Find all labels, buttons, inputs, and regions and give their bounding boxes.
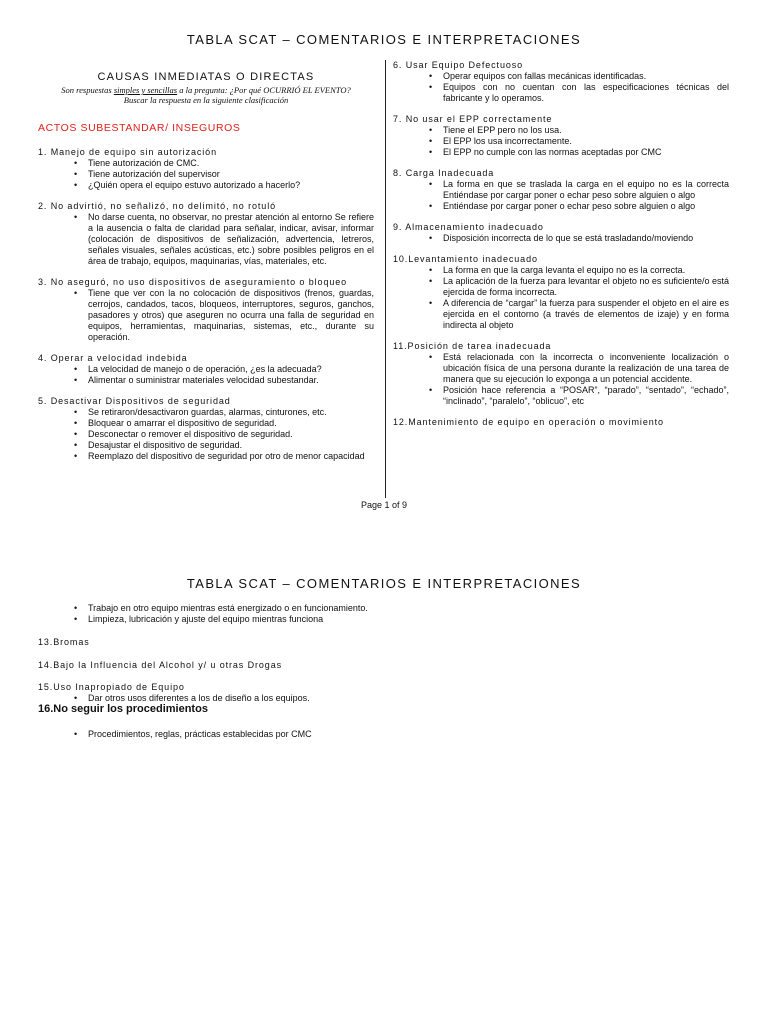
- item-heading: 5. Desactivar Dispositivos de seguridad: [38, 396, 231, 406]
- item-16-list: [38, 729, 398, 740]
- page-footer: Page 1 of 9: [360, 500, 408, 510]
- subtitle-post: a la pregunta: ¿Por qué OCURRIÓ EL EVENTO?: [177, 85, 351, 95]
- bullet-list: [38, 288, 374, 343]
- bullet-item: • Reemplazo del dispositivo de seguridad por otro de menor capacidad: [88, 451, 374, 462]
- list-item: [393, 222, 729, 244]
- list-item: [38, 147, 374, 191]
- item-heading: 3. No aseguró, no uso dispositivos de aseguramiento o bloqueo: [38, 277, 348, 287]
- bullet-item: • Tiene que ver con la no colocación de dispositivos (frenos, guardas, cerrojos, candados, tacos, bloqueos, interruptores, seguros, ganchos, pasadores y otros) que aseguren no ocurra una falla de seguridad en equipos, herramientas, maquinarias, sistemas, etc., durante su operación.: [88, 288, 374, 343]
- bullet-list: [38, 158, 374, 191]
- list-item: [393, 254, 729, 331]
- left-column: [38, 72, 374, 472]
- subtitle: [38, 85, 374, 105]
- item-heading: 11.Posición de tarea inadecuada: [393, 341, 552, 351]
- bullet-item: • Bloquear o amarrar el dispositivo de seguridad.: [88, 418, 374, 429]
- item-heading: 4. Operar a velocidad indebida: [38, 353, 188, 363]
- bullet-item: • La aplicación de la fuerza para levantar el objeto no es suficiente/o está ejercida de forma incorrecta.: [443, 276, 729, 298]
- item-13-heading: 13.Bromas: [38, 637, 90, 647]
- bullet-item: • Se retiraron/desactivaron guardas, alarmas, cinturones, etc.: [88, 407, 374, 418]
- list-item: [393, 60, 729, 104]
- page2-title: TABLA SCAT – COMENTARIOS E INTERPRETACIONES: [186, 576, 582, 591]
- bullet-list: [393, 265, 729, 331]
- bullet-item: • ¿Quién opera el equipo estuvo autorizado a hacerlo?: [88, 180, 374, 191]
- item-14-heading: 14.Bajo la Influencia del Alcohol y/ u otras Drogas: [38, 660, 283, 670]
- subtitle-underlined: simples y sencillas: [113, 85, 178, 95]
- bullet-item: • Tiene el EPP pero no los usa.: [443, 125, 729, 136]
- list-item: [393, 417, 729, 428]
- list-item: [38, 201, 374, 267]
- bullet-item: • Operar equipos con fallas mecánicas identificadas.: [443, 71, 729, 82]
- list-item: • Dar otros usos diferentes a los de diseño a los equipos.: [88, 693, 398, 704]
- item-heading: 6. Usar Equipo Defectuoso: [393, 60, 524, 70]
- list-item: [38, 353, 374, 386]
- bullet-list: [393, 179, 729, 212]
- bullet-item: • El EPP no cumple con las normas aceptadas por CMC: [443, 147, 729, 158]
- item-heading: 1. Manejo de equipo sin autorización: [38, 147, 217, 157]
- section-title: CAUSAS INMEDIATAS O DIRECTAS: [97, 71, 315, 83]
- item-15-heading: 15.Uso Inapropiado de Equipo: [38, 682, 185, 692]
- list-item: • Trabajo en otro equipo mientras está energizado o en funcionamiento.: [88, 603, 398, 614]
- list-item: • Limpieza, lubricación y ajuste del equipo mientras funciona: [88, 614, 398, 625]
- page-title: TABLA SCAT – COMENTARIOS E INTERPRETACIONES: [186, 32, 582, 47]
- bullet-item: • El EPP los usa incorrectamente.: [443, 136, 729, 147]
- item-heading: 8. Carga Inadecuada: [393, 168, 495, 178]
- bullet-item: • Disposición incorrecta de lo que se está trasladando/moviendo: [443, 233, 729, 244]
- bullet-item: • No darse cuenta, no observar, no prestar atención al entorno Se refiere a la ausencia o falta de claridad para señalar, indicar, avisar, informar (colocación de dispositivos de señalización, advertencia, letreros, señales visuales, señales acústicas, etc.) sobre posibles peligros en el área de trabajo, equipos, maquinarias, vías, materiales, etc.: [88, 212, 374, 267]
- bullet-list: [38, 212, 374, 267]
- bullet-item: • Alimentar o suministrar materiales velocidad subestandar.: [88, 375, 374, 386]
- bullet-item: • La velocidad de manejo o de operación, ¿es la adecuada?: [88, 364, 374, 375]
- bullet-item: • Desajustar el dispositivo de seguridad.: [88, 440, 374, 451]
- bullet-item: • Equipos con no cuentan con las especificaciones técnicas del fabricante y lo operamos.: [443, 82, 729, 104]
- item-heading: 12.Mantenimiento de equipo en operación o movimiento: [393, 417, 664, 427]
- item-heading: 10.Levantamiento inadecuado: [393, 254, 538, 264]
- bullet-list: [38, 364, 374, 386]
- list-item: • Procedimientos, reglas, prácticas establecidas por CMC: [88, 729, 398, 740]
- list-item: [38, 277, 374, 343]
- subtitle-pre: Son respuestas: [61, 85, 114, 95]
- bullet-item: • La forma en que la carga levanta el equipo no es la correcta.: [443, 265, 729, 276]
- bullet-list: [393, 125, 729, 158]
- list-item: [393, 168, 729, 212]
- bullet-item: • Tiene autorización de CMC.: [88, 158, 374, 169]
- subtitle-line2: Buscar la respuesta en la siguiente clasificación: [123, 95, 289, 105]
- list-item: [38, 396, 374, 462]
- bullet-item: • Tiene autorización del supervisor: [88, 169, 374, 180]
- right-column: [393, 60, 729, 438]
- bullet-item: • A diferencia de “cargar” la fuerza para suspender el objeto en el aire es ejercida en el contorno (a través de elementos de izaje) y en forma indirecta al objeto: [443, 298, 729, 331]
- item-heading: 7. No usar el EPP correctamente: [393, 114, 553, 124]
- bullet-item: • La forma en que se traslada la carga en el equipo no es la correcta Entiéndase por cargar poner o echar peso sobre alguien o algo: [443, 179, 729, 201]
- item-heading: 2. No advirtió, no señalizó, no delimitó, no rotuló: [38, 201, 277, 211]
- list-item: [393, 341, 729, 407]
- item-16-heading: 16.No seguir los procedimientos: [38, 703, 208, 715]
- list-item: [393, 114, 729, 158]
- item-heading: 9. Almacenamiento inadecuado: [393, 222, 544, 232]
- bullet-item: • Está relacionada con la incorrecta o inconveniente localización o ubicación física de una persona durante la realización de una tarea de manera que su ejecución lo exponga a un potencial accidente.: [443, 352, 729, 385]
- bullet-item: • Entiéndase por cargar poner o echar peso sobre alguien o algo: [443, 201, 729, 212]
- bullet-item: • Posición hace referencia a “POSAR”, “parado”, “sentado”, “echado”, “inclinado”, “paralelo”, “oblicuo”, etc: [443, 385, 729, 407]
- continued-list: [38, 603, 398, 625]
- left-items: [38, 147, 374, 462]
- right-items: [393, 60, 729, 428]
- bullet-list: [393, 352, 729, 407]
- column-divider: [385, 60, 386, 498]
- item-15-list: [38, 693, 398, 704]
- bullet-list: [393, 233, 729, 244]
- page2-content: [38, 603, 398, 740]
- bullet-list: [393, 71, 729, 104]
- bullet-item: • Desconectar o remover el dispositivo de seguridad.: [88, 429, 374, 440]
- red-heading: ACTOS SUBESTANDAR/ INSEGUROS: [38, 122, 241, 134]
- bullet-list: [38, 407, 374, 462]
